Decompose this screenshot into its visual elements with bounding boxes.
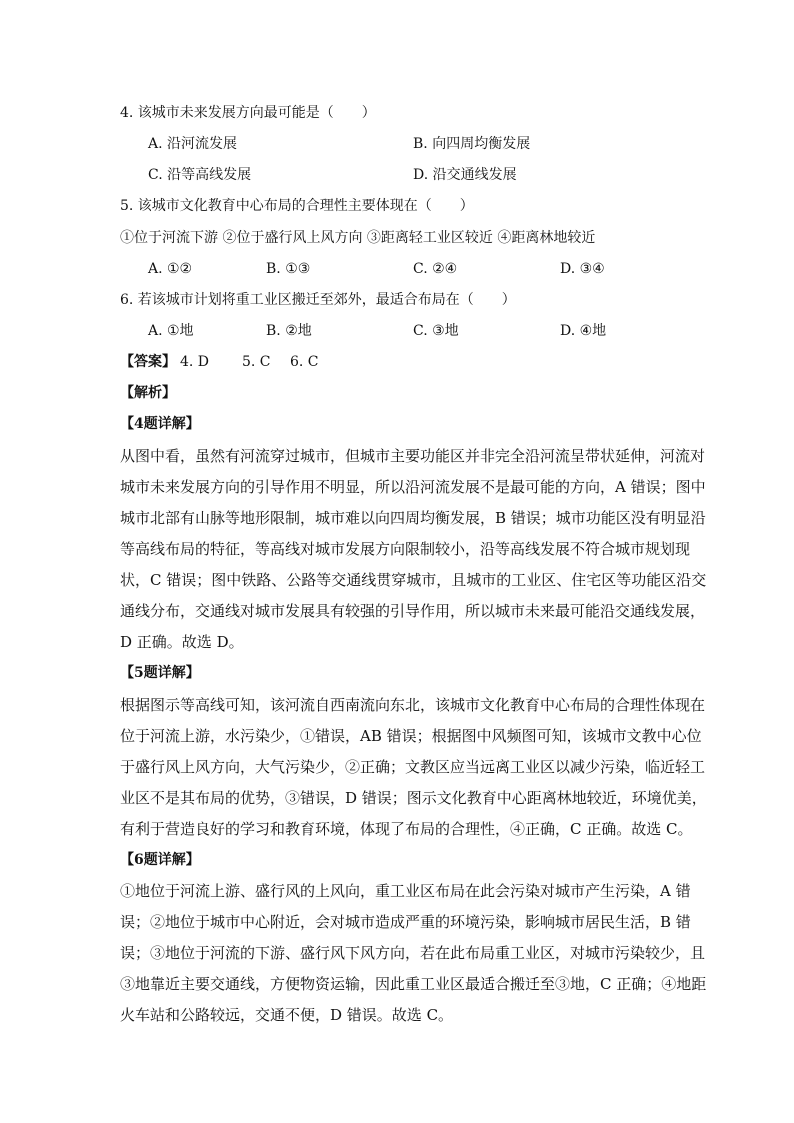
q6-option-a: A. ①地 [148, 323, 194, 339]
q5-stem: 5. 该城市文化教育中心布局的合理性主要体现在（ ） [120, 198, 474, 214]
q4-option-b: B. 向四周均衡发展 [413, 136, 531, 152]
answer-item-5: 5. C [242, 354, 271, 370]
detail6-line: ①地位于河流上游、盛行风的上风向，重工业区布局在此会污染对城市产生污染，A 错 [120, 882, 691, 900]
detail4-line: 等高线布局的特征，等高线对城市发展方向限制较小，沿等高线发展不符合城市规划现 [120, 540, 691, 558]
detail4-paragraph [120, 441, 707, 658]
analysis-label: 【解析】 [120, 385, 176, 401]
q4-option-a: A. 沿河流发展 [148, 136, 238, 152]
detail4-line: 通线分布，交通线对城市发展具有较强的引导作用，所以城市未来最可能沿交通线发展， [120, 602, 706, 620]
answer-label: 【答案】 [120, 354, 176, 370]
detail6-paragraph [120, 876, 707, 1031]
detail6-line: 误；③地位于河流的下游、盛行风下风方向，若在此布局重工业区，对城市污染较少，且 [120, 944, 706, 962]
q4-stem: 4. 该城市未来发展方向最可能是（ ） [120, 105, 376, 121]
detail5-line: 于盛行风上风方向，大气污染少，②正确；文教区应当远离工业区以减少污染，临近轻工 [120, 758, 706, 776]
q6-option-d: D. ④地 [560, 323, 607, 339]
detail6-label: 【6题详解】 [120, 852, 200, 868]
detail4-line: 城市北部有山脉等地形限制，城市难以向四周均衡发展，B 错误；城市功能区没有明显沿 [120, 509, 706, 527]
detail5-line: 根据图示等高线可知，该河流自西南流向东北，该城市文化教育中心布局的合理性体现在 [120, 696, 706, 714]
answer-line [120, 352, 319, 372]
answer-item-6: 6. C [290, 354, 319, 370]
q4-option-c: C. 沿等高线发展 [148, 167, 252, 183]
q5-statements: ①位于河流下游 ②位于盛行风上风方向 ③距离轻工业区较近 ④距离林地较近 [120, 230, 596, 246]
q5-option-b: B. ①③ [266, 261, 311, 277]
q5-option-d: D. ③④ [560, 261, 605, 277]
detail5-line: 位于河流上游，水污染少，①错误，AB 错误；根据图中风频图可知，该城市文教中心位 [120, 727, 702, 745]
detail6-line: ③地靠近主要交通线，方便物资运输，因此重工业区最适合搬迁至③地，C 正确；④地距 [120, 975, 707, 993]
detail5-paragraph [120, 690, 707, 845]
detail4-line: 从图中看，虽然有河流穿过城市，但城市主要功能区并非完全沿河流呈带状延伸，河流对 [120, 447, 706, 465]
detail6-line: 误；②地位于城市中心附近，会对城市造成严重的环境污染，影响城市居民生活，B 错 [120, 913, 691, 931]
detail4-line: 状，C 错误；图中铁路、公路等交通线贯穿城市，且城市的工业区、住宅区等功能区沿交 [120, 571, 707, 589]
detail4-line: 城市未来发展方向的引导作用不明显，所以沿河流发展不是最可能的方向，A 错误；图中 [120, 478, 706, 496]
detail6-line: 火车站和公路较远，交通不便，D 错误。故选 C。 [120, 1006, 454, 1024]
answer-item-4: 4. D [180, 354, 210, 370]
detail4-label: 【4题详解】 [120, 416, 200, 432]
q6-stem: 6. 若该城市计划将重工业区搬迁至郊外，最适合布局在（ ） [120, 292, 516, 308]
detail4-line: D 正确。故选 D。 [120, 633, 244, 651]
q5-option-c: C. ②④ [413, 261, 458, 277]
q6-option-c: C. ③地 [413, 323, 459, 339]
q4-option-d: D. 沿交通线发展 [413, 167, 517, 183]
detail5-line: 业区不是其布局的优势，③错误，D 错误；图示文化教育中心距离林地较近，环境优美， [120, 789, 707, 807]
q5-option-a: A. ①② [148, 261, 193, 277]
detail5-line: 有利于营造良好的学习和教育环境，体现了布局的合理性，④正确，C 正确。故选 C。 [120, 820, 693, 838]
detail5-label: 【5题详解】 [120, 665, 200, 681]
q6-option-b: B. ②地 [266, 323, 312, 339]
